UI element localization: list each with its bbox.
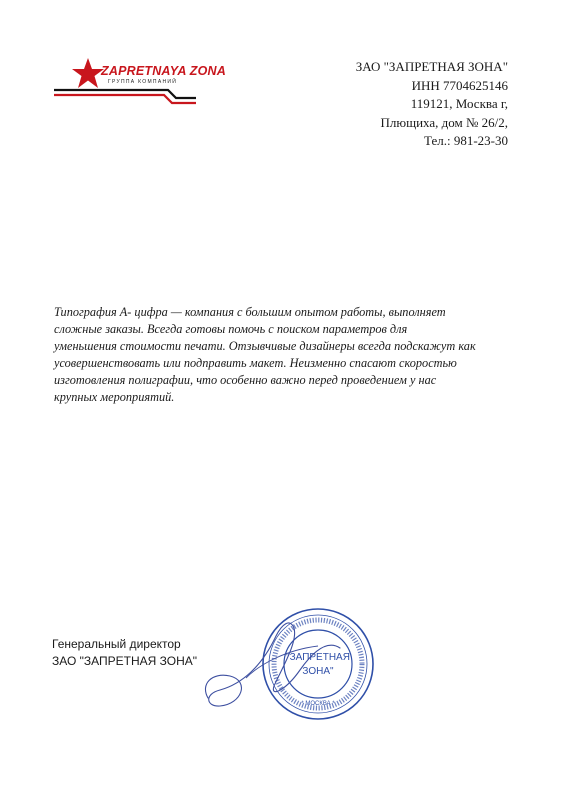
letter-body [54, 304, 510, 407]
company-phone: Тел.: 981-23-30 [424, 133, 508, 148]
letter-line: изготовления полиграфии, что особенно важно перед проведением у нас [54, 373, 437, 388]
company-name: ЗАО "ЗАПРЕТНАЯ ЗОНА" [355, 59, 508, 74]
company-inn: ИНН 7704625146 [411, 77, 508, 93]
logo-tagline: ГРУППА КОМПАНИЙ [108, 79, 178, 85]
stamp-city: * МОСКВА * [301, 701, 335, 707]
stamp-center-line2: ЗОНА" [302, 666, 334, 677]
signer-company: ЗАО "ЗАПРЕТНАЯ ЗОНА" [52, 654, 198, 668]
handwritten-signature [190, 606, 360, 716]
letter-line: сложные заказы. Всегда готовы помочь с поиском параметров для [54, 322, 408, 337]
company-address-line1: 119121, Москва г, [410, 96, 508, 111]
logo-wordmark: ZAPRETNAYA ZONA [101, 64, 226, 78]
company-requisites [268, 58, 508, 151]
company-address-line2: Плющиха, дом № 26/2, [380, 114, 508, 130]
letter-line: усовершенствовать или подправить макет. Неизменно спасают скоростью [54, 356, 457, 371]
letter-line: уменьшения стоимости печати. Отзывчивые дизайнеры всегда подскажут как [54, 339, 476, 354]
signer-title: Генеральный директор [52, 637, 181, 651]
logo-star-icon [72, 58, 104, 88]
letter-line: Типография А- цифра — компания с большим опытом работы, выполняет [54, 305, 446, 319]
stamp-center-line1: "ЗАПРЕТНАЯ [286, 652, 350, 663]
signature-block [52, 636, 197, 670]
company-logo [48, 56, 226, 116]
letter-line: крупных мероприятий. [54, 390, 175, 405]
